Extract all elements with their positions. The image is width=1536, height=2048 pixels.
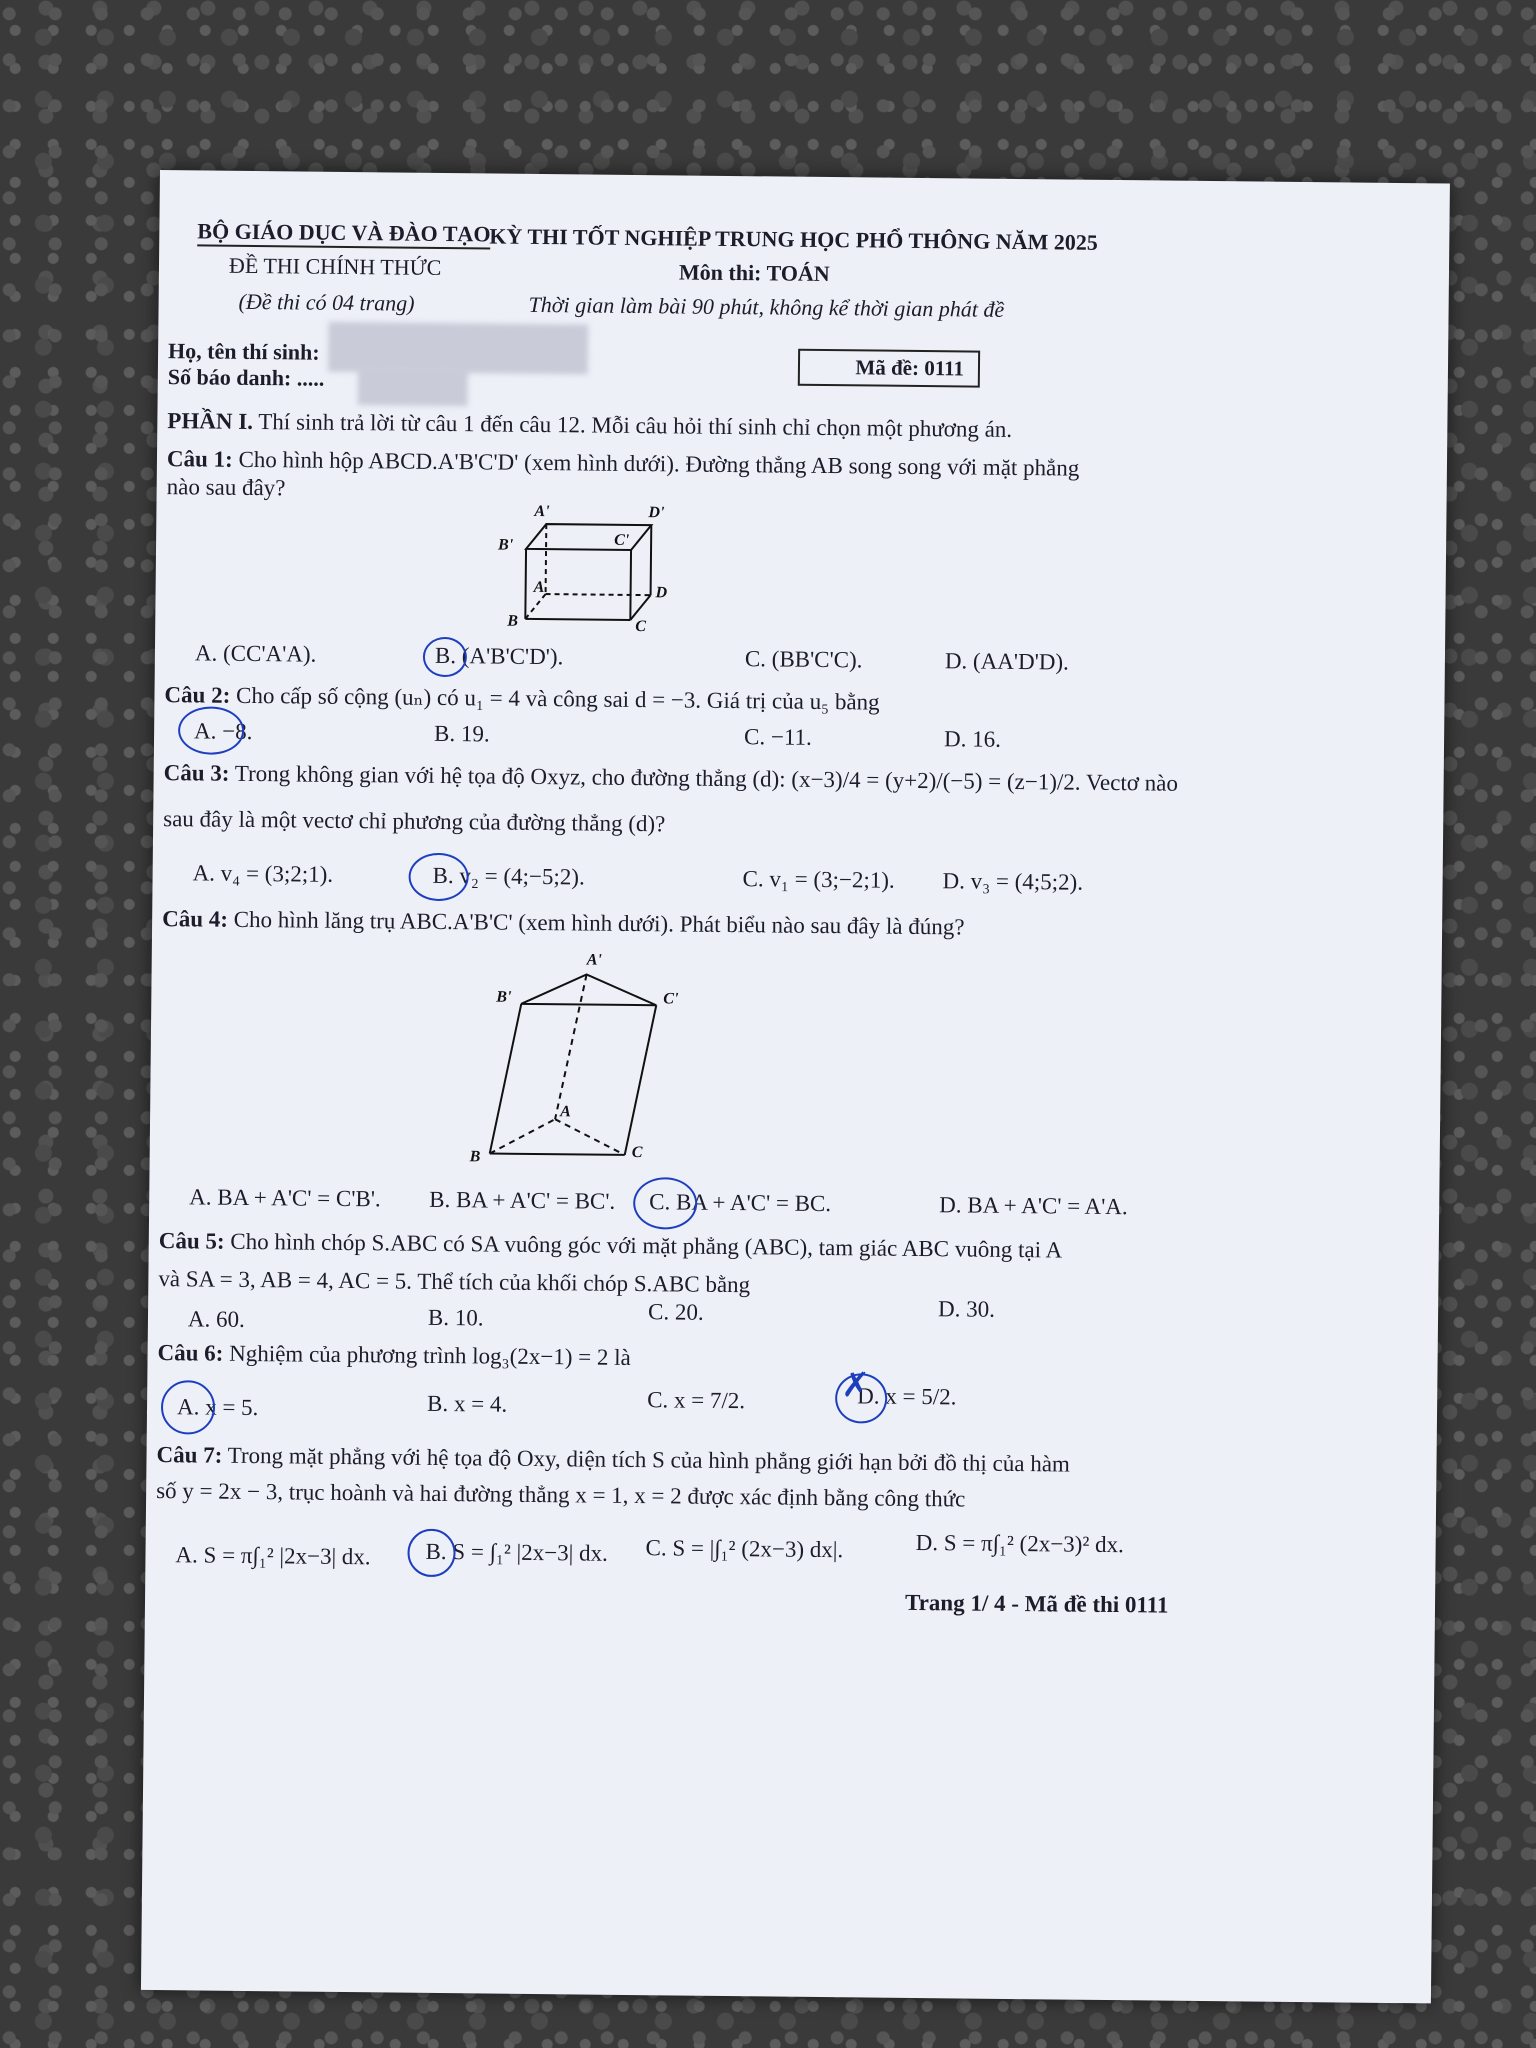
q4-option-a[interactable]: A. BA + A'C' = C'B'. xyxy=(189,1184,381,1212)
q5-option-d[interactable]: D. 30. xyxy=(937,1296,996,1322)
q1-edge-aa xyxy=(546,524,547,594)
q4-answer-mark xyxy=(633,1177,698,1230)
q6-option-d[interactable]: D. x = 5/2. xyxy=(857,1383,957,1410)
q4-option-b[interactable]: B. BA + A'C' = BC'. xyxy=(429,1186,616,1214)
q1-edge-cd xyxy=(630,595,650,620)
q5-text: Cho hình chóp S.ABC có SA vuông góc với mặt phẳng (ABC), tam giác ABC vuông tại A xyxy=(230,1228,1063,1263)
q4-edge-cc xyxy=(625,1005,657,1155)
q7-option-b[interactable]: B. S = ∫₁² |2x−3| dx. xyxy=(425,1538,608,1566)
q2-answer-mark xyxy=(178,706,244,755)
exam-paper xyxy=(141,170,1450,2003)
q4-label-c1: C' xyxy=(663,990,679,1008)
pages-note: (Đề thi có 04 trang) xyxy=(238,288,415,316)
exam-title: KỲ THI TỐT NGHIỆP TRUNG HỌC PHỔ THÔNG NĂM 2025 xyxy=(489,223,1098,255)
q7-line2: số y = 2x − 3, trục hoành và hai đường thẳng x = 1, x = 2 được xác định bằng công thức xyxy=(156,1478,966,1512)
part1-title: PHẦN I. xyxy=(167,408,254,434)
q3-option-d[interactable]: D. v₃ = (4;5;2). xyxy=(942,868,1084,895)
q1-edge-cc xyxy=(630,550,631,620)
q5-option-a[interactable]: A. 60. xyxy=(187,1306,245,1332)
q1-line1 xyxy=(167,446,1080,482)
q3-option-c[interactable]: C. v₁ = (3;−2;1). xyxy=(742,866,895,893)
q6-option-c[interactable]: C. x = 7/2. xyxy=(647,1387,746,1414)
q1-label-d: D xyxy=(655,584,668,602)
q7-option-c[interactable]: C. S = |∫₁² (2x−3) dx|. xyxy=(645,1535,844,1563)
q4-label-a1: A' xyxy=(586,951,602,969)
part1-text: Thí sinh trả lời từ câu 1 đến câu 12. Mỗi câu hỏi thí sinh chỉ chọn một phương án. xyxy=(258,409,1013,442)
q3-option-b[interactable]: B. v₂ = (4;−5;2). xyxy=(432,862,585,890)
q6-option-a[interactable]: A. x = 5. xyxy=(176,1394,259,1421)
q3-option-a[interactable]: A. v₄ = (3;2;1). xyxy=(192,860,334,887)
q2-option-a[interactable]: A. −8. xyxy=(193,718,253,744)
q7-answer-mark xyxy=(407,1529,456,1578)
q2-line1 xyxy=(164,682,879,715)
q4-label-c: C xyxy=(631,1143,643,1162)
q1-label-c: C xyxy=(635,618,647,636)
q4-label: Câu 4: xyxy=(162,906,229,932)
candidate-name-label: Họ, tên thí sinh: xyxy=(167,338,320,365)
redacted-id xyxy=(358,367,468,406)
q3-text: Trong không gian với hệ tọa độ Oxyz, cho đường thẳng (d): (x−3)/4 = (y+2)/(−5) = (z−1)/2. Vectơ nào xyxy=(234,760,1179,796)
q1-label-a1: A' xyxy=(534,502,550,521)
q1-edge-bb xyxy=(525,549,526,619)
ministry-name: BỘ GIÁO DỤC VÀ ĐÀO TẠO xyxy=(197,218,490,249)
q2-option-b[interactable]: B. 19. xyxy=(433,720,490,747)
q2-label: Câu 2: xyxy=(164,682,231,708)
q5-option-b[interactable]: B. 10. xyxy=(427,1304,484,1331)
q1-option-b[interactable]: B. (A'B'C'D'). xyxy=(434,642,564,670)
q1-label-b1: B' xyxy=(498,536,514,554)
q6-option-b[interactable]: B. x = 4. xyxy=(426,1390,508,1417)
q4-line1 xyxy=(162,906,965,940)
q6-label: Câu 6: xyxy=(157,1340,224,1366)
q1-label: Câu 1: xyxy=(166,446,233,472)
q7-line1 xyxy=(156,1442,1070,1478)
part1-heading xyxy=(167,408,1012,443)
q1-answer-mark xyxy=(423,637,467,677)
q5-line2: và SA = 3, AB = 4, AC = 5. Thể tích của khối chóp S.ABC bằng xyxy=(158,1266,751,1298)
q1-edge-dd xyxy=(651,525,652,595)
q1-label-a: A xyxy=(533,578,545,597)
q3-answer-mark xyxy=(408,853,468,902)
q4-option-d[interactable]: D. BA + A'C' = A'A. xyxy=(939,1192,1128,1220)
q7-option-a[interactable]: A. S = π∫₁² |2x−3| dx. xyxy=(175,1542,371,1570)
q4-label-a: A xyxy=(560,1103,571,1121)
q1-edge-bc xyxy=(525,619,630,620)
page-footer: Trang 1/ 4 - Mã đề thi 0111 xyxy=(904,1589,1169,1618)
q7-option-d[interactable]: D. S = π∫₁² (2x−3)² dx. xyxy=(915,1529,1124,1558)
q1-label-b: B xyxy=(507,612,519,630)
q4-prism-figure xyxy=(449,943,692,1186)
q5-option-c[interactable]: C. 20. xyxy=(647,1299,704,1325)
q1-label-d1: D' xyxy=(648,504,665,522)
q4-edge-bc xyxy=(490,1154,625,1155)
time-note: Thời gian làm bài 90 phút, không kể thời gian phát đề xyxy=(528,291,1005,322)
q6-cross-icon: ✗ xyxy=(841,1365,871,1406)
official-label: ĐỀ THI CHÍNH THỨC xyxy=(228,252,442,280)
q1-edge-ba xyxy=(525,594,545,619)
q7-text: Trong mặt phẳng với hệ tọa độ Oxy, diện tích S của hình phẳng giới hạn bởi đồ thị của hàm xyxy=(227,1442,1071,1477)
q1-box-figure xyxy=(475,493,696,635)
candidate-id-label: Số báo danh: ..... xyxy=(167,364,325,391)
q1-top-face xyxy=(526,524,651,550)
q3-label: Câu 3: xyxy=(163,760,230,786)
q1-line2: nào sau đây? xyxy=(166,474,286,501)
q4-edge-ba xyxy=(490,1119,555,1155)
q2-text: Cho cấp số cộng (uₙ) có u₁ = 4 và công sai d = −3. Giá trị của u₅ bằng xyxy=(235,682,880,715)
q6-text: Nghiệm của phương trình log₃(2x−1) = 2 là xyxy=(229,1340,631,1370)
subject: Môn thi: TOÁN xyxy=(678,259,830,287)
q5-line1 xyxy=(159,1228,1063,1263)
q4-edge-ac xyxy=(555,1119,625,1155)
q3-line2: sau đây là một vectơ chỉ phương của đường thẳng (d)? xyxy=(163,806,666,837)
q4-edge-bb xyxy=(490,1004,522,1154)
q1-text: Cho hình hộp ABCD.A'B'C'D' (xem hình dưới). Đường thẳng AB song song với mặt phẳng xyxy=(238,446,1080,481)
exam-code-box: Mã đề: 0111 xyxy=(798,349,980,388)
q4-label-b1: B' xyxy=(496,988,512,1006)
q1-option-a[interactable]: A. (CC'A'A). xyxy=(194,640,317,667)
q7-label: Câu 7: xyxy=(156,1442,223,1468)
q3-line1 xyxy=(164,760,1178,797)
q4-label-b: B xyxy=(469,1148,481,1166)
q5-label: Câu 5: xyxy=(158,1228,225,1254)
q6-answer-mark xyxy=(161,1380,216,1435)
q1-option-d[interactable]: D. (AA'D'D). xyxy=(944,648,1069,675)
q4-option-c[interactable]: C. BA + A'C' = BC. xyxy=(649,1189,832,1217)
q1-edge-ad xyxy=(546,594,651,595)
q6-line1 xyxy=(157,1340,630,1371)
q2-option-c[interactable]: C. −11. xyxy=(743,724,812,750)
q2-option-d[interactable]: D. 16. xyxy=(943,726,1002,752)
q1-option-c[interactable]: C. (BB'C'C). xyxy=(744,646,863,673)
q4-edge-aa xyxy=(555,974,587,1119)
q1-label-c1: C' xyxy=(614,531,630,549)
q4-text: Cho hình lăng trụ ABC.A'B'C' (xem hình dưới). Phát biểu nào sau đây là đúng? xyxy=(233,906,965,940)
q4-top-face xyxy=(521,974,656,1005)
